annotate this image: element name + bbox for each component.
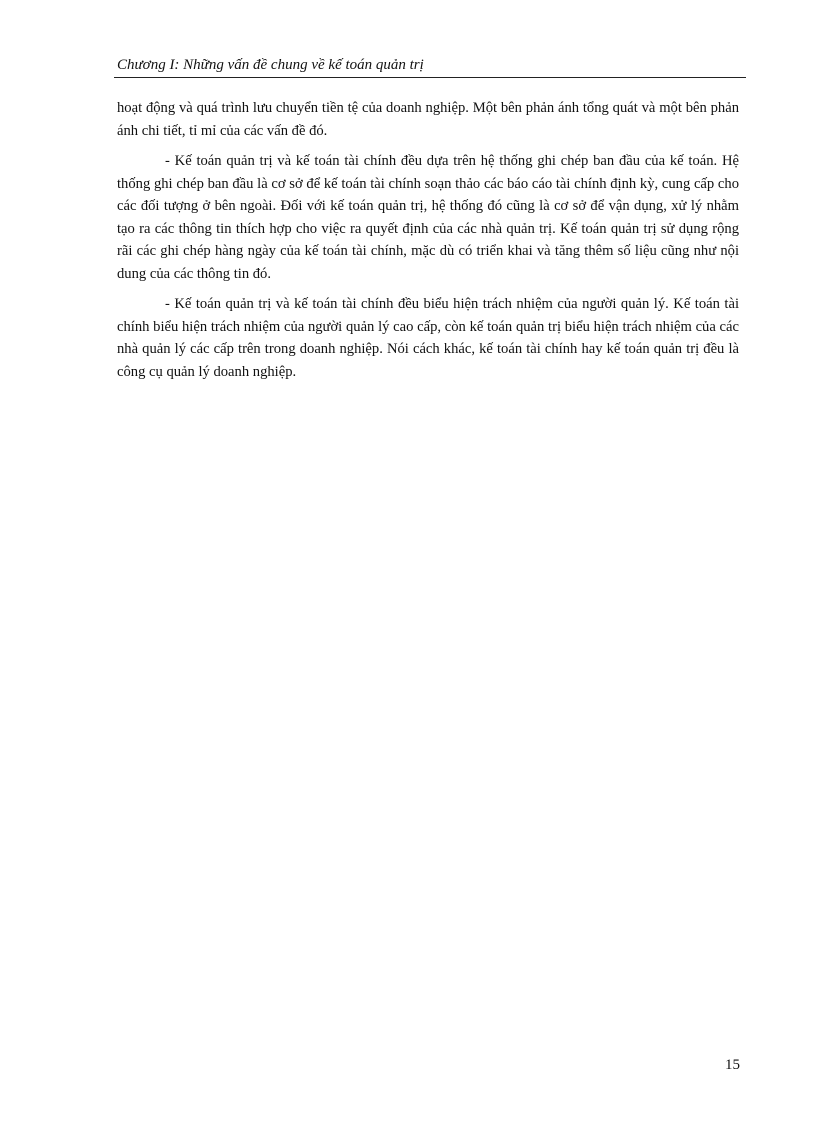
paragraph-manager-responsibility: - Kế toán quản trị và kế toán tài chính đều biểu hiện trách nhiệm của người quản lý. Kế toán tài chính biểu hiện trách nhiệm của người quản lý cao cấp, còn kế toán quản trị biểu hiện trách nhiệm của các nhà quản lý các cấp trên trong doanh nghiệp. Nói cách khác, kế toán tài chính hay kế toán quản trị đều là công cụ quản lý doanh nghiệp. [117,296,739,380]
paragraph-continuation: hoạt động và quá trình lưu chuyển tiền tệ của doanh nghiệp. Một bên phản ánh tổng quát và một bên phản ánh chi tiết, tỉ mỉ của các vấn đề đó. [117,100,739,139]
body-text [117,97,739,391]
chapter-header: Chương I: Những vấn đề chung về kế toán quản trị [117,57,424,73]
paragraph-shared-records: - Kế toán quản trị và kế toán tài chính đều dựa trên hệ thống ghi chép ban đầu của kế toán. Hệ thống ghi chép ban đầu là cơ sở để kế toán tài chính soạn thảo các báo cáo tài chính định kỳ, cung cấp cho các đối tượng ở bên ngoài. Đối với kế toán quản trị, hệ thống đó cũng là cơ sở để vận dụng, xử lý nhằm tạo ra các thông tin thích hợp cho việc ra quyết định của các nhà quản trị. Kế toán quản trị sử dụng rộng rãi các ghi chép hàng ngày của kế toán tài chính, mặc dù có triển khai và tăng thêm số liệu cũng như nội dung của các thông tin đó. [117,153,739,282]
header-divider [114,77,746,78]
page-number: 15 [725,1057,740,1073]
